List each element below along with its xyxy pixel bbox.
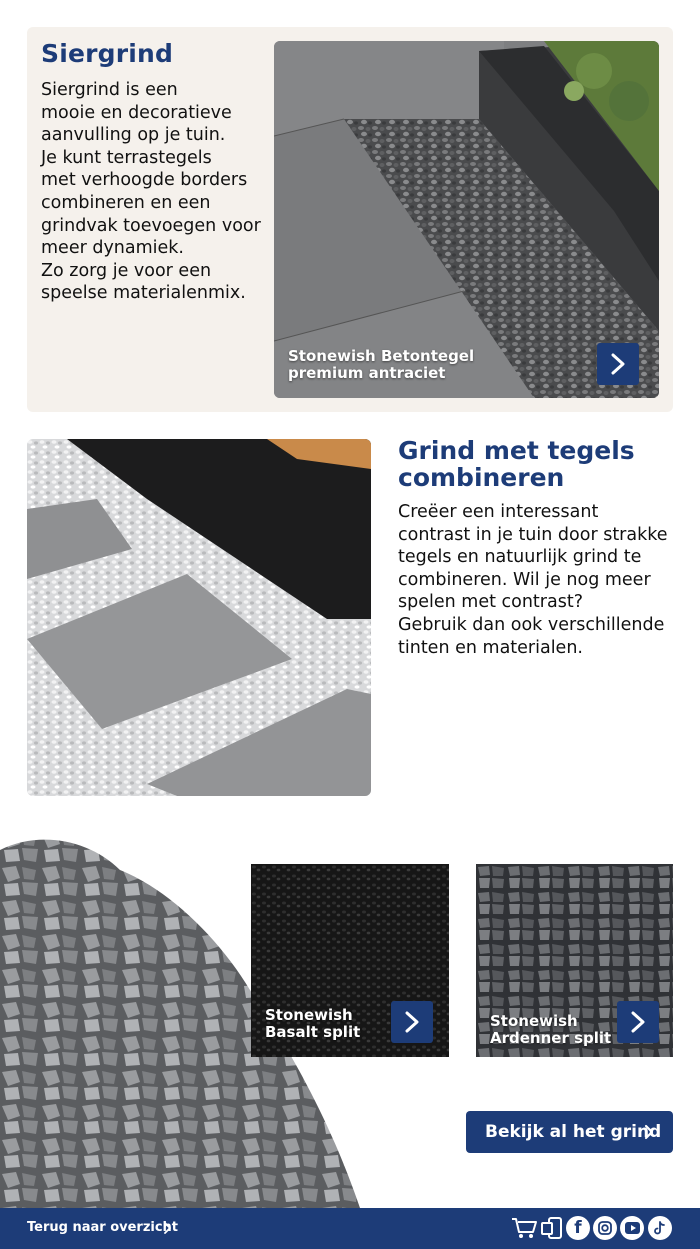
betontegel-arrow-button[interactable] [597,343,639,385]
chevron-right-icon [643,1124,655,1140]
product-card-basalt[interactable] [251,864,449,1057]
ardenner-arrow-button[interactable] [617,1001,659,1043]
instagram-icon[interactable] [593,1216,617,1240]
cart-icon[interactable] [511,1216,539,1240]
tiktok-icon[interactable] [648,1216,672,1240]
section-title-siergrind: Siergrind [41,39,174,68]
share-icon[interactable] [540,1216,564,1240]
back-to-overview-link[interactable]: Terug naar overzicht [27,1220,179,1235]
chevron-right-icon [629,1011,647,1033]
section-body-grind-tegels: Creëer een interessant contrast in je tuin door strakke tegels en natuurlijk grind te combineren. Wil je nog meer spelen met contrast? Gebruik dan ook verschillende tinten en materialen. [398,502,668,658]
product-card-ardenner[interactable] [476,864,673,1057]
footer-bar [0,1208,700,1249]
chevron-right-icon [163,1222,172,1234]
image-caption-betontegel: Stonewish Betontegel premium antraciet [288,347,475,382]
gravel-tiles-photo [27,439,371,796]
product-image-betontegel[interactable] [274,41,659,398]
youtube-icon[interactable] [620,1216,644,1240]
tiles-in-gravel-image [27,439,371,796]
product-caption-basalt: Stonewish Basalt split [265,1006,361,1041]
section-body-siergrind: Siergrind is een mooie en decoratieve aanvulling op je tuin. Je kunt terrastegels met verhoogde borders combineren en een grindvak toevoegen voor meer dynamiek. Zo zorg je voor een speelse materialenmix. [41,80,261,304]
product-caption-ardenner: Stonewish Ardenner split [490,1012,612,1047]
basalt-arrow-button[interactable] [391,1001,433,1043]
facebook-icon[interactable]: f [566,1216,590,1240]
chevron-right-icon [403,1011,421,1033]
chevron-right-icon [609,353,627,375]
view-all-gravel-label: Bekijk al het grind [485,1122,662,1142]
section-title-grind-tegels: Grind met tegels combineren [398,436,635,492]
view-all-gravel-button[interactable] [466,1111,673,1153]
